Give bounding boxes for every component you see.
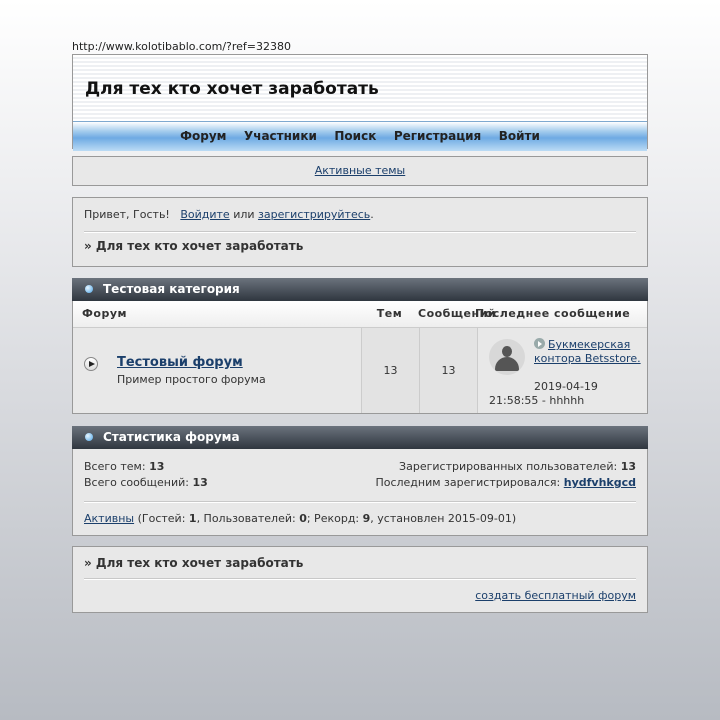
last-post: [534, 338, 644, 366]
divider: [84, 578, 636, 580]
header-banner: [73, 55, 647, 121]
total-posts-label: Всего сообщений:: [84, 476, 189, 489]
total-topics-value: 13: [149, 460, 165, 473]
forum-header: [72, 54, 648, 149]
category-header: [72, 278, 648, 301]
nav-search[interactable]: Поиск: [334, 129, 377, 143]
breadcrumb[interactable]: » Для тех кто хочет заработать: [84, 239, 304, 253]
main-nav: [73, 121, 647, 151]
bullet-icon: [85, 433, 93, 441]
total-topics-label: Всего тем:: [84, 460, 146, 473]
guests-label: (Гостей:: [137, 512, 186, 525]
avatar: [489, 339, 525, 375]
col-posts: Сообщений: [418, 307, 497, 320]
last-registered: [375, 476, 636, 489]
registered-label: Зарегистрированных пользователей:: [399, 460, 618, 473]
last-post-time-author: 21:58:55 - hhhhh: [489, 394, 585, 407]
table-header: [73, 301, 647, 328]
posts-count: 13: [419, 328, 477, 413]
login-link[interactable]: Войдите: [180, 208, 230, 221]
greeting-dot: .: [370, 208, 374, 221]
total-topics: [84, 460, 164, 473]
active-topics-box: [72, 156, 648, 186]
registered-value: 13: [620, 460, 636, 473]
last-post-date: 2019-04-19: [534, 380, 598, 393]
record-value: 9: [362, 512, 371, 525]
forum-table: [72, 301, 648, 414]
forum-description: Пример простого форума: [117, 373, 266, 386]
online-stats: [84, 512, 516, 525]
bullet-icon: [85, 285, 93, 293]
last-registered-label: Последним зарегистрировался:: [375, 476, 561, 489]
greeting-line: [84, 208, 636, 221]
category-title[interactable]: Тестовая категория: [103, 282, 240, 296]
col-forum: Форум: [82, 307, 128, 320]
create-forum-link[interactable]: создать бесплатный форум: [475, 589, 636, 602]
create-forum: [84, 589, 636, 602]
last-post-cell: [477, 328, 647, 413]
forum-name-link[interactable]: Тестовый форум: [117, 355, 243, 370]
total-posts: [84, 476, 208, 489]
record-established: , установлен 2015-09-01): [370, 512, 517, 525]
table-row: [73, 328, 647, 413]
guests-value: 1: [188, 512, 197, 525]
category-section: [72, 278, 648, 414]
users-value: 0: [299, 512, 307, 525]
footer-box: [72, 546, 648, 613]
col-topics: Тем: [376, 307, 403, 320]
forum-status-icon: [84, 357, 98, 371]
stats-title: Статистика форума: [103, 430, 240, 444]
divider: [84, 501, 636, 503]
stats-section: [72, 426, 648, 536]
nav-register[interactable]: Регистрация: [393, 129, 482, 143]
col-last-post: Последнее сообщение: [475, 307, 631, 320]
greeting-box: [72, 197, 648, 267]
nav-login[interactable]: Войти: [498, 129, 540, 143]
active-users-link[interactable]: Активны: [84, 512, 135, 525]
forum-cell: [73, 328, 361, 413]
footer-breadcrumb[interactable]: » Для тех кто хочет заработать: [84, 556, 304, 570]
register-link[interactable]: зарегистрируйтесь: [258, 208, 371, 221]
go-arrow-icon[interactable]: [534, 338, 545, 349]
nav-forum[interactable]: Форум: [180, 129, 227, 143]
ref-url: http://www.kolotibablo.com/?ref=32380: [72, 40, 292, 53]
users-label: , Пользователей:: [196, 512, 296, 525]
stats-body: [72, 449, 648, 536]
forum-title: Для тех кто хочет заработать: [85, 79, 379, 99]
last-registered-user-link[interactable]: hydfvhkgcd: [563, 476, 636, 489]
total-posts-value: 13: [192, 476, 208, 489]
record-label: ; Рекорд:: [306, 512, 360, 525]
active-topics-link[interactable]: Активные темы: [314, 164, 406, 177]
stats-header: [72, 426, 648, 449]
greeting-text: Привет, Гость!: [84, 208, 170, 221]
greeting-or: или: [233, 208, 255, 221]
divider: [84, 231, 636, 233]
last-post-link[interactable]: Букмекерская контора Betsstore.: [534, 338, 641, 365]
topics-count: 13: [361, 328, 419, 413]
nav-members[interactable]: Участники: [243, 129, 317, 143]
registered-users: [399, 460, 636, 473]
